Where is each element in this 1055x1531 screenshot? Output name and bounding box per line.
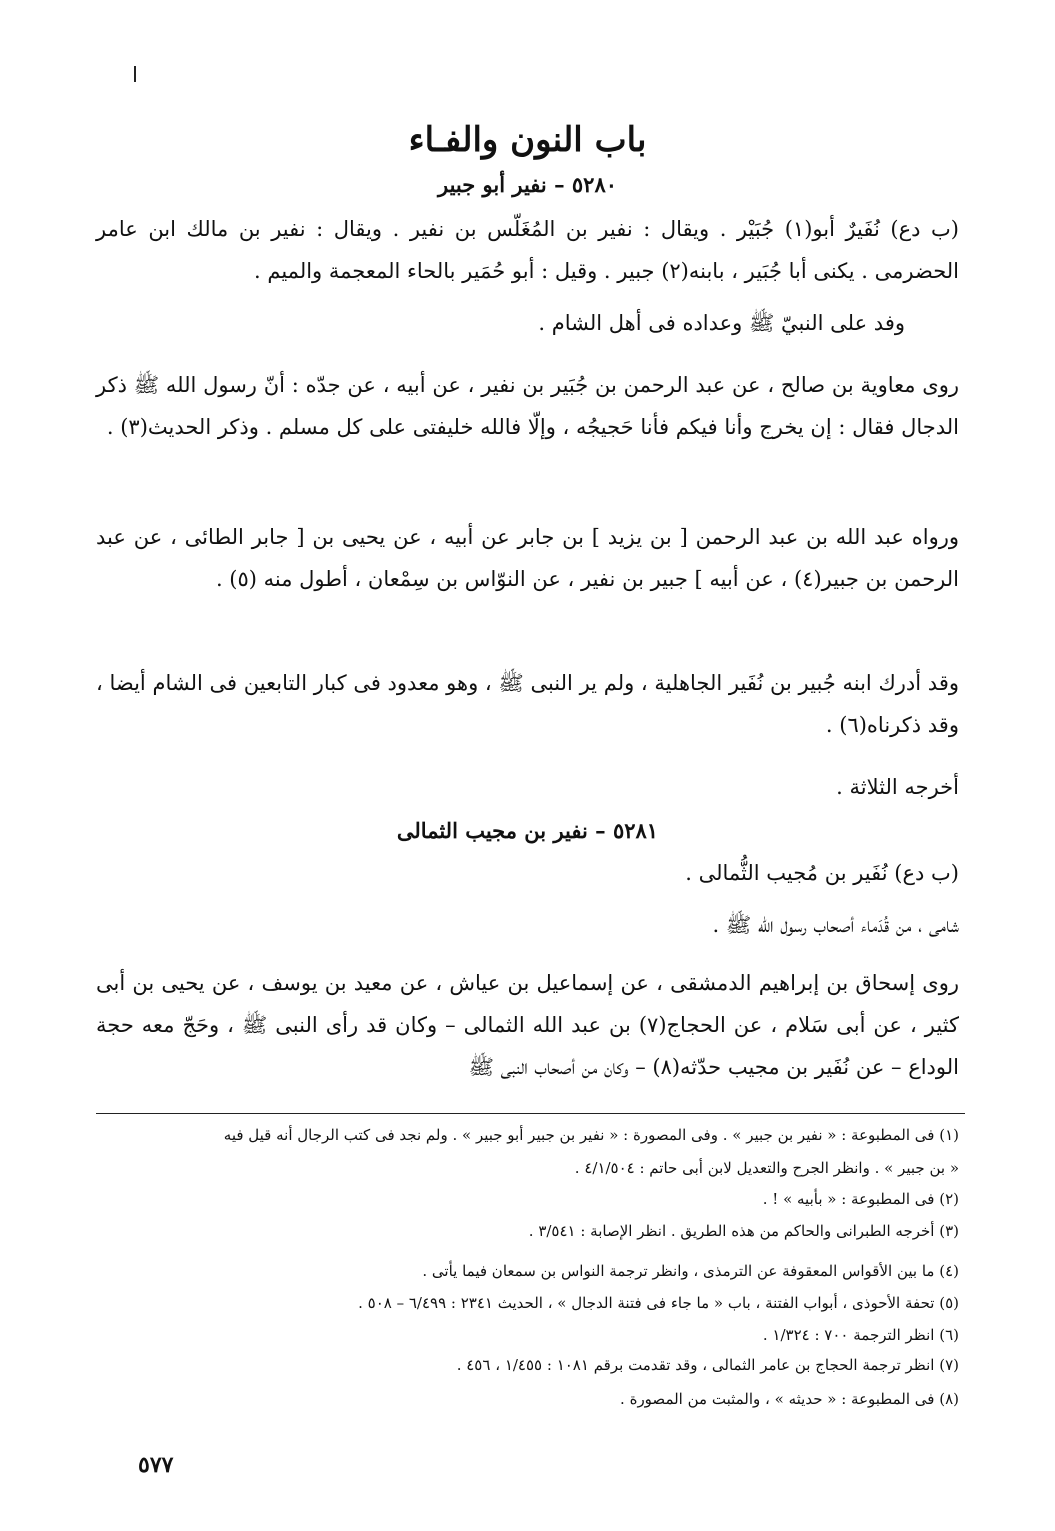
entry-5280-paragraph-3: روى معاوية بن صالح ، عن عبد الرحمن بن جُبَير بن نفير ، عن أبيه ، عن جدّه : أنّ رسول الله ﷺ ذكر الدجال فقال : إن يخرج وأنا فيكم فأنا حَجيجُه ، وإلّا فالله خليفتى على كل مسلم . وذكر الحديث(٣) .: [96, 373, 959, 439]
footnote: « بن جبير » . وانظر الجرح والتعديل لابن أبى حاتم : ٤/١/٥٠٤ .: [574, 1159, 959, 1177]
entry-5280-paragraph-2: وفد على النبيّ ﷺ وعداده فى أهل الشام .: [538, 311, 905, 335]
footnote: (٧) انظر ترجمة الحجاج بن عامر الثمالى ، وقد تقدمت برقم ١٠٨١ : ١/٤٥٥ ، ٤٥٦ .: [456, 1356, 959, 1374]
footnote: (٤) ما بين الأقواس المعقوفة عن الترمذى ، وانظر ترجمة النواس بن سمعان فيما يأتى .: [422, 1262, 959, 1280]
footnote: (٥) تحفة الأحوذى ، أبواب الفتنة ، باب « ما جاء فى فتنة الدجال » ، الحديث ٢٣٤١ : ٦/٤٩٩ – ٥٠٨ .: [358, 1294, 959, 1312]
footnote: (١) فى المطبوعة : « نفير بن جبير » . وفى المصورة : « نفير بن جبير أبو جبير » . ولم نجد فى كتب الرجال أنه قيل فيه: [223, 1126, 959, 1144]
margin-mark: [134, 66, 136, 82]
entry-heading-5281: ٥٢٨١ – نفير بن مجيب الثمالى: [396, 818, 659, 843]
footnote-separator: [96, 1113, 965, 1114]
entry-5280-paragraph-1: (ب دع) نُفَيرٌ أبو(١) جُبَيْر . ويقال : نفير بن المُغَلّس بن نفير . ويقال : نفير بن مالك ابن عامر الحضرمى . يكنى أبا جُبَير ، بابنه(٢) جبير . وقيل : أبو حُمَير بالحاء المعجمة والميم .: [96, 217, 959, 283]
footnote: (٣) أخرجه الطبرانى والحاكم من هذه الطريق . انظر الإصابة : ٣/٥٤١ .: [528, 1222, 959, 1240]
chapter-title: باب النون والفـاء: [408, 120, 647, 160]
entry-5280-paragraph-5: وقد أدرك ابنه جُبير بن نُفَير الجاهلية ، ولم ير النبى ﷺ ، وهو معدود فى كبار التابعين فى الشام أيضا ، وقد ذكرناه(٦) .: [96, 671, 959, 737]
entry-5281-paragraph-3: روى إسحاق بن إبراهيم الدمشقى ، عن إسماعيل بن عياش ، عن معيد بن يوسف ، عن يحيى بن أبى كثير ، عن أبى سَلام ، عن الحجاج(٧) بن عبد الله الثمالى – وكان قد رأى النبى ﷺ ، وحَجّ معه حجة الوداع – عن نُفَير بن مجيب حدّثه(٨) – وكان من أصحاب النبى ﷺ: [96, 971, 959, 1079]
footnote: (٨) فى المطبوعة : « حديثه » ، والمثبت من المصورة .: [620, 1390, 959, 1408]
footnote: (٦) انظر الترجمة ٧٠٠ : ١/٣٢٤ .: [762, 1326, 959, 1344]
entry-heading-5280: ٥٢٨٠ – نفير أبو جبير: [437, 172, 618, 197]
entry-5281-paragraph-1: (ب دع) نُفَير بن مُجيب الثُّمالى .: [685, 861, 959, 885]
page-number: ٥٧٧: [138, 1452, 174, 1478]
entry-5280-paragraph-4: ورواه عبد الله بن عبد الرحمن [ بن يزيد ] بن جابر عن أبيه ، عن يحيى بن [ جابر الطائى ، عن عبد الرحمن بن جبير(٤) ، عن أبيه ] جبير بن نفير ، عن النوّاس بن سِمْعان ، أطول منه (٥) .: [96, 525, 959, 591]
entry-5281-paragraph-2: شامى ، من قُدَماء أصحاب رسول الله ﷺ .: [712, 913, 959, 937]
entry-5280-paragraph-6: أخرجه الثلاثة .: [836, 775, 959, 799]
footnote: (٢) فى المطبوعة : « بأبيه » ! .: [762, 1190, 959, 1208]
